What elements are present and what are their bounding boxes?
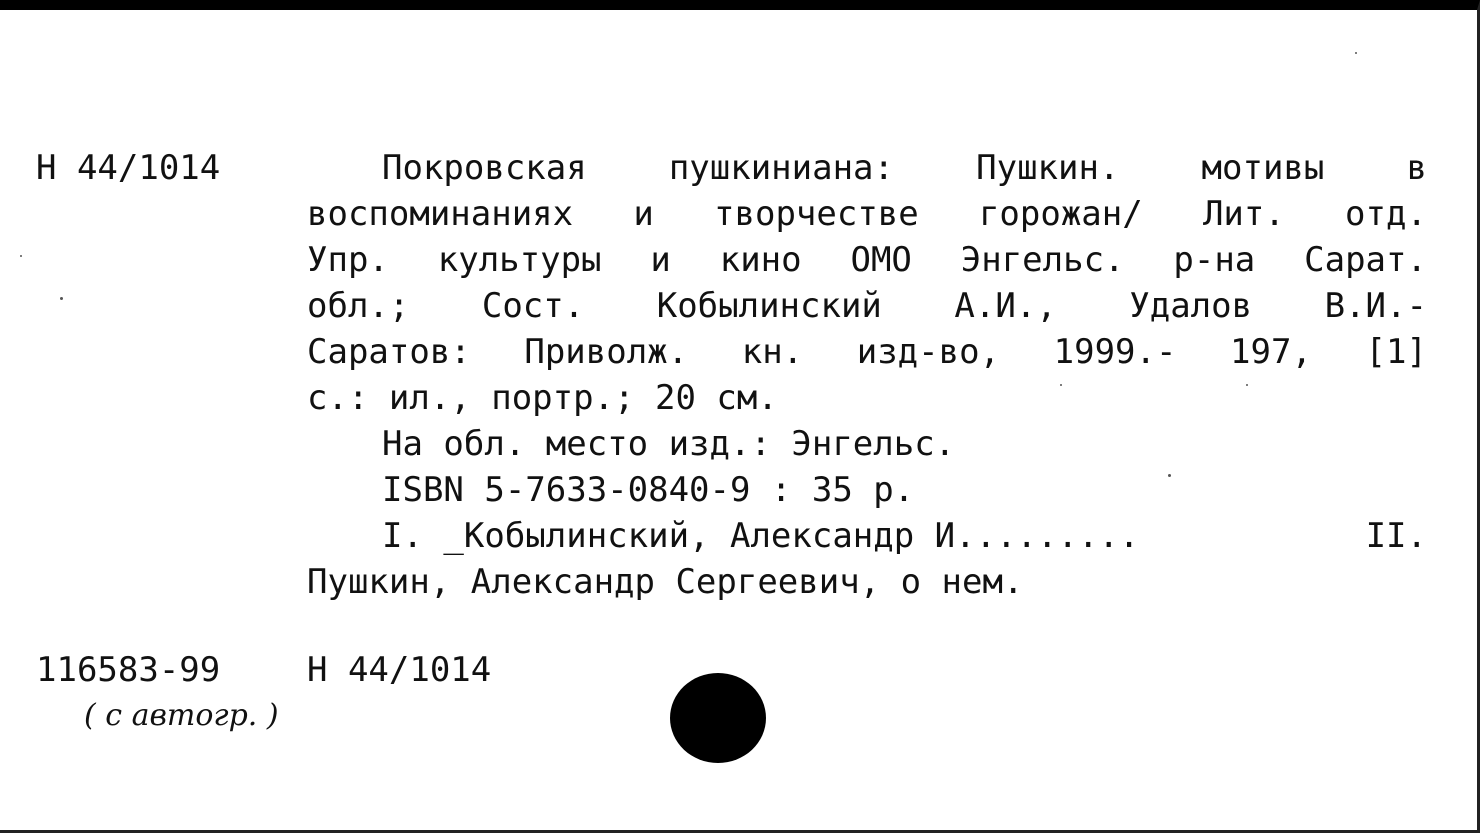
description-word: Сост. bbox=[481, 286, 585, 326]
description-line-4 bbox=[307, 286, 1427, 335]
description-word: Приволж. bbox=[524, 332, 689, 372]
description-word: кн. bbox=[741, 332, 804, 372]
description-word: Упр. bbox=[307, 240, 389, 280]
tracing-entry-1: I. _Кобылинский, Александр И......... bbox=[382, 516, 1140, 556]
description-word: и bbox=[650, 240, 671, 280]
isbn-price: ISBN 5-7633-0840-9 : 35 р. bbox=[382, 470, 915, 510]
shelfmark-top: Н 44/1014 bbox=[36, 148, 221, 188]
description-word: изд-во, bbox=[856, 332, 1001, 372]
description-word: воспоминаниях bbox=[307, 194, 574, 234]
note-line bbox=[307, 470, 1427, 519]
tracing-line bbox=[307, 516, 1427, 565]
physical-description: с.: ил., портр.; 20 см. bbox=[307, 378, 778, 418]
description-word: 197, bbox=[1230, 332, 1312, 372]
description-word: Удалов bbox=[1129, 286, 1253, 326]
description-word: мотивы bbox=[1201, 148, 1325, 188]
description-word: Покровская bbox=[382, 148, 587, 188]
description-line-2 bbox=[307, 194, 1427, 243]
description-word: культуры bbox=[437, 240, 602, 280]
description-line-6 bbox=[307, 378, 1427, 427]
description-line-5 bbox=[307, 332, 1427, 381]
description-word: пушкиниана: bbox=[668, 148, 894, 188]
description-word: 1999.- bbox=[1053, 332, 1177, 372]
description-word: творчестве bbox=[714, 194, 919, 234]
description-line-3 bbox=[307, 240, 1427, 289]
tracing-continuation-line bbox=[307, 562, 1427, 611]
tracing-entry-2: Пушкин, Александр Сергеевич, о нем. bbox=[307, 562, 1024, 602]
description-word: и bbox=[633, 194, 654, 234]
description-word: [1] bbox=[1365, 332, 1427, 372]
scan-speck bbox=[1060, 384, 1062, 386]
description-word: ОМО bbox=[850, 240, 912, 280]
description-word: Пушкин. bbox=[976, 148, 1120, 188]
description-word: Энгельс. bbox=[960, 240, 1125, 280]
accession-number: 116583-99 bbox=[36, 650, 221, 690]
note-line bbox=[307, 424, 1427, 473]
scan-speck bbox=[1355, 52, 1357, 54]
publication-place-note: На обл. место изд.: Энгельс. bbox=[382, 424, 956, 464]
description-word: обл.; bbox=[307, 286, 410, 326]
description-word: В.И.- bbox=[1324, 286, 1427, 326]
description-word: р-на bbox=[1173, 240, 1256, 280]
description-word: Сарат. bbox=[1304, 240, 1427, 280]
punch-hole bbox=[670, 673, 766, 763]
description-word: Лит. bbox=[1202, 194, 1285, 234]
handwritten-autograph-note: ( с автогр. ) bbox=[84, 698, 279, 733]
description-word: А.И., bbox=[954, 286, 1057, 326]
description-word: Саратов: bbox=[307, 332, 471, 372]
description-word: горожан/ bbox=[978, 194, 1143, 234]
description-line-1 bbox=[307, 148, 1427, 197]
description-word: в bbox=[1406, 148, 1427, 188]
scan-speck bbox=[20, 255, 22, 257]
description-word: отд. bbox=[1345, 194, 1427, 234]
scan-speck bbox=[60, 297, 63, 300]
description-word: Кобылинский bbox=[656, 286, 882, 326]
shelfmark-bottom: Н 44/1014 bbox=[307, 650, 492, 690]
description-word: кино bbox=[719, 240, 802, 280]
bibliographic-description bbox=[307, 148, 1427, 611]
tracing-entry-2-marker: II. bbox=[1365, 516, 1427, 556]
scan-speck bbox=[1168, 474, 1171, 477]
scan-speck bbox=[1246, 384, 1248, 386]
